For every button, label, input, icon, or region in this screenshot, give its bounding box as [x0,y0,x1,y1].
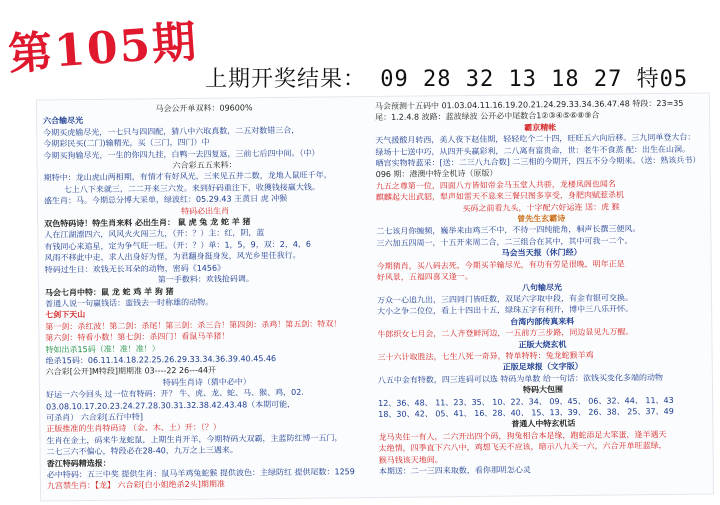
left_lines-line: 七上八下来就三，二二开来三六发。来到好码重注下，收獲钱接赢大钱。 [63,182,320,195]
right_lines-line: 八句输尽光 [521,282,562,292]
right_lines-line: 正版足球报（文字版） [502,362,583,373]
left_lines-line: 特码过生日：欢钱无长耳朵的动物，密码《1456》 [44,263,226,275]
right_lines-line: 正版大烧玄机 [518,339,567,350]
left_lines-line: 有钱同心来追星，定为争气旺一旺。（开：？）单：1，5，9，双：2，4，6 [44,239,312,252]
left_lines-line: 今期买虎输尽光，一七只与四四配，猜八中六取真数，二五对数错三合， [43,125,300,138]
left_lines-line: 第一剑：杀红波！第二剑：杀尾！第三剑：杀三合！第四剑：杀鸡！第五剑：特双！ [45,319,342,332]
left_lines-line: 今期买狗输尽光，一生的你四九挂，白鸭一去四复返，三前七后四中间。（中） [43,148,320,161]
right_lines-line: 特码大包围 [522,385,564,395]
right_lines-line: 三六加五四周一，十五开来周二合，二三组合在其中，其中可我一二个。 [376,236,633,248]
left_lines-line: 六合彩五五来料： [172,160,237,171]
right_lines-line: 马会当天报（休门经） [501,248,582,258]
right_lines-line: 18、30、42、 05、41、 16、28、40、 15、13、39、 26、38、 25、37、49 [378,406,674,419]
left_lines-line: 盛生肖：马。今期总分博大采单，绿波红：05.29.43 王黄日 虎 冲猴 [43,194,288,206]
issue-title: 第105期 [6,16,200,81]
last-draw-result: 上期开奖结果： 09 28 32 13 18 27 特05 [205,67,689,92]
right-column [375,98,709,478]
right_lines-line: 绿场十七送中巧，从四开头赢彩利，二八离有富贵命，世：老牛不食蒸 配：出生在山洞。 [375,144,691,157]
right_lines-line: 尾：1.2.4.8 波路：蓝波绿波 公开必中尾数合1②③④⑤⑥⑧⑨合 [375,111,600,123]
left_lines-line: 绝杀15码：06.11.14.18.22.25.26.29.33.34.36.39.40.45.46 [45,353,277,366]
left_lines-line: 第六剑：特看小数！第七剑：杀四门！看鼠马羊猪！ [45,331,230,343]
left_lines-line: 特如出杀15码（准！准！准！） [45,343,160,354]
left_lines-line: 必中特码：五三中奖 提供生肖：鼠马羊鸡兔蛇猴 提供波色：主绿防红 提供尾数：1259 [46,467,355,480]
left_lines-line: 好运一六今回头 过一位有特码：开？ 牛、虎、龙、蛇、马、猴、鸡，02. [45,387,304,400]
left_lines-line: 二七三六不偏心，特段必在28-40，九万之上三遇来。 [46,445,238,457]
right_lines-line: 好风景，五福四喜又逢一。 [376,272,473,283]
left_lines-line: 六合输尽光 [43,116,84,126]
right_lines-line: 牛郎织女七月会，二人齐登鲜河边，一五前方三步路，同边显见九万醒。 [377,327,634,340]
left_lines-line: 马会七肖中特：鼠 龙 蛇 鸡 羊 狗 猪 [44,286,174,297]
right_lines-line: 三十六计取胜法，七生八死一奇异，特单特特：兔龙蛇猴羊鸡 [377,350,594,362]
left_lines-line: 人在江湖漂四六，风风火火闯三九，（开：？）主：红，阴，蓝 [44,228,265,240]
right_lines-line: 马会预测十五码中 01.03.04.11.16.19.20.21.24.29.33.34.36.47.48 特段：23=35 [374,98,684,111]
right_lines-line: 晒宫实物特蓝采：[送：二三八九合数] 二三相的今期开，四五不分今期来。（送：熟该兵书） [375,155,701,169]
left_lines-line: 生肖在金土，码来牛龙蛇鼠，上期生肖开羊，今期特码大双霸，主蓝防红博一五门， [46,433,343,446]
left_lines-line: 九宫禁生肖：【龙】 六合彩[白小姐绝杀2头]期期准 [46,479,225,491]
right_lines-line: 八五中金有特数，四三连码可以选 特码为单数 给一句话：欲钱买变化多端的动物 [377,372,663,385]
left_lines-line: 普通人说一句赢钱话：蛮钱去一时称雄的动物。 [45,297,214,309]
newspaper-sheet [36,92,714,501]
left_lines-line: 可杀肖） 六合彩[五行中特] [46,412,144,423]
right_lines-line: 大小之争二位位，看上十四出十五，绿珠五字有利开，博中三八乐开怀。 [377,304,634,317]
right_lines-line: 曾先生玄霸诗 [517,214,566,224]
right_lines-line: 买码之前看九头，十字配六好运连 送：虎 猴 [462,202,620,213]
left_lines-line: 双色特码诗！特生肖来料 必出生肖： 鼠 虎 兔 龙 蛇 羊 猪 [44,217,251,229]
left_lines-line: 六合彩[公开]M特段]期期准 03----22 26---44开 [45,366,217,377]
right_lines-line: 天气援酸月转西，美人夜下赵佳期，轻轻吃个二十四，旺旺五六向后移。三九同单登大台： [375,132,696,146]
right_lines-line: 太绝情，四季直下六八中，鸡想飞天不应该，暗示八九关一六，六合开单旺蓝绿， [378,441,667,454]
left-column [43,101,369,492]
left_lines-line: 特码生肖诗（猜中必中） [162,377,251,387]
right_lines-line: 台湾内部传真来料 [510,316,575,327]
right_lines-line: 麒麟起大出武貂，犁声如雷天不息来三餐只图多享受，身肥肉赋惹杀机 [375,190,624,203]
right_lines-line: 12、36、48、 11、23、35、 10、22、34、 09、45、 06、32、44、 11、43 [378,395,674,408]
right_lines-line: 普通人中特玄机话 [511,419,576,429]
left_lines-line: 风雨不移此中走，求人出身好为怪，为君翻身挺身发，风光乡里任我行。 [44,251,301,263]
right_lines-line: 今期猜肖，买八码去死，今期买羊输尽光，有功有劳是很晚，明年正是 [376,259,625,271]
right_lines-line: 096 期：港澳中特全机诗（原版） [375,169,498,180]
left_lines-line: 特码必出生肖 [181,206,230,216]
left_lines-line: 03.08.10.17.20.23.24.27.28.30.31.32.38.42.43.48（本期可能， [46,399,296,412]
right_lines-line: 霸京精帐 [524,122,557,133]
right_lines-line: 二七该月你缠频，巍举来由鸡三不中，不待一四纯能角，桐声长撰三便风。 [376,224,641,237]
right_lines-line: 万众一心追九出，三四同门皆旺数，双尾六字取中段，有金有银可交换。 [376,293,634,305]
left_lines-line: 第一手数料：欢钱抢码调。 [157,274,254,285]
left_lines-line: 马会公开单双料：09600% [155,103,253,114]
left_lines-line: 七剑下天山 [45,310,86,320]
right_lines-line: 猴马钱该天地间。 [378,454,443,465]
right_lines-line: 九五之尊第一位，四面八方皆如帝金马玉堂人共骄，龙楼凤阁也闻名 [375,179,616,191]
right_lines-line: 本期送：二一三四来取数，看你那明怎心灵 [378,465,531,476]
left_lines-line: 今期彩民买(二门)输精光，买（三门，四门）中 [43,137,210,149]
left_lines-line: 正版推准的生肖特码诗 （金、木、土）开：（？） [46,422,221,434]
right_lines-line: 龙马夹住一有人，二六开出四个码，狗兔相合本是缘，跑蛇添足大笨蛋，逢羊遇天 [378,429,667,442]
left_lines-line: 期特中：龙山虎山两相期，有情才有好风光，三来见五并二数，龙地人鼠旺千年， [43,170,332,183]
left_lines-line: 香江特码精选报： [46,458,111,469]
